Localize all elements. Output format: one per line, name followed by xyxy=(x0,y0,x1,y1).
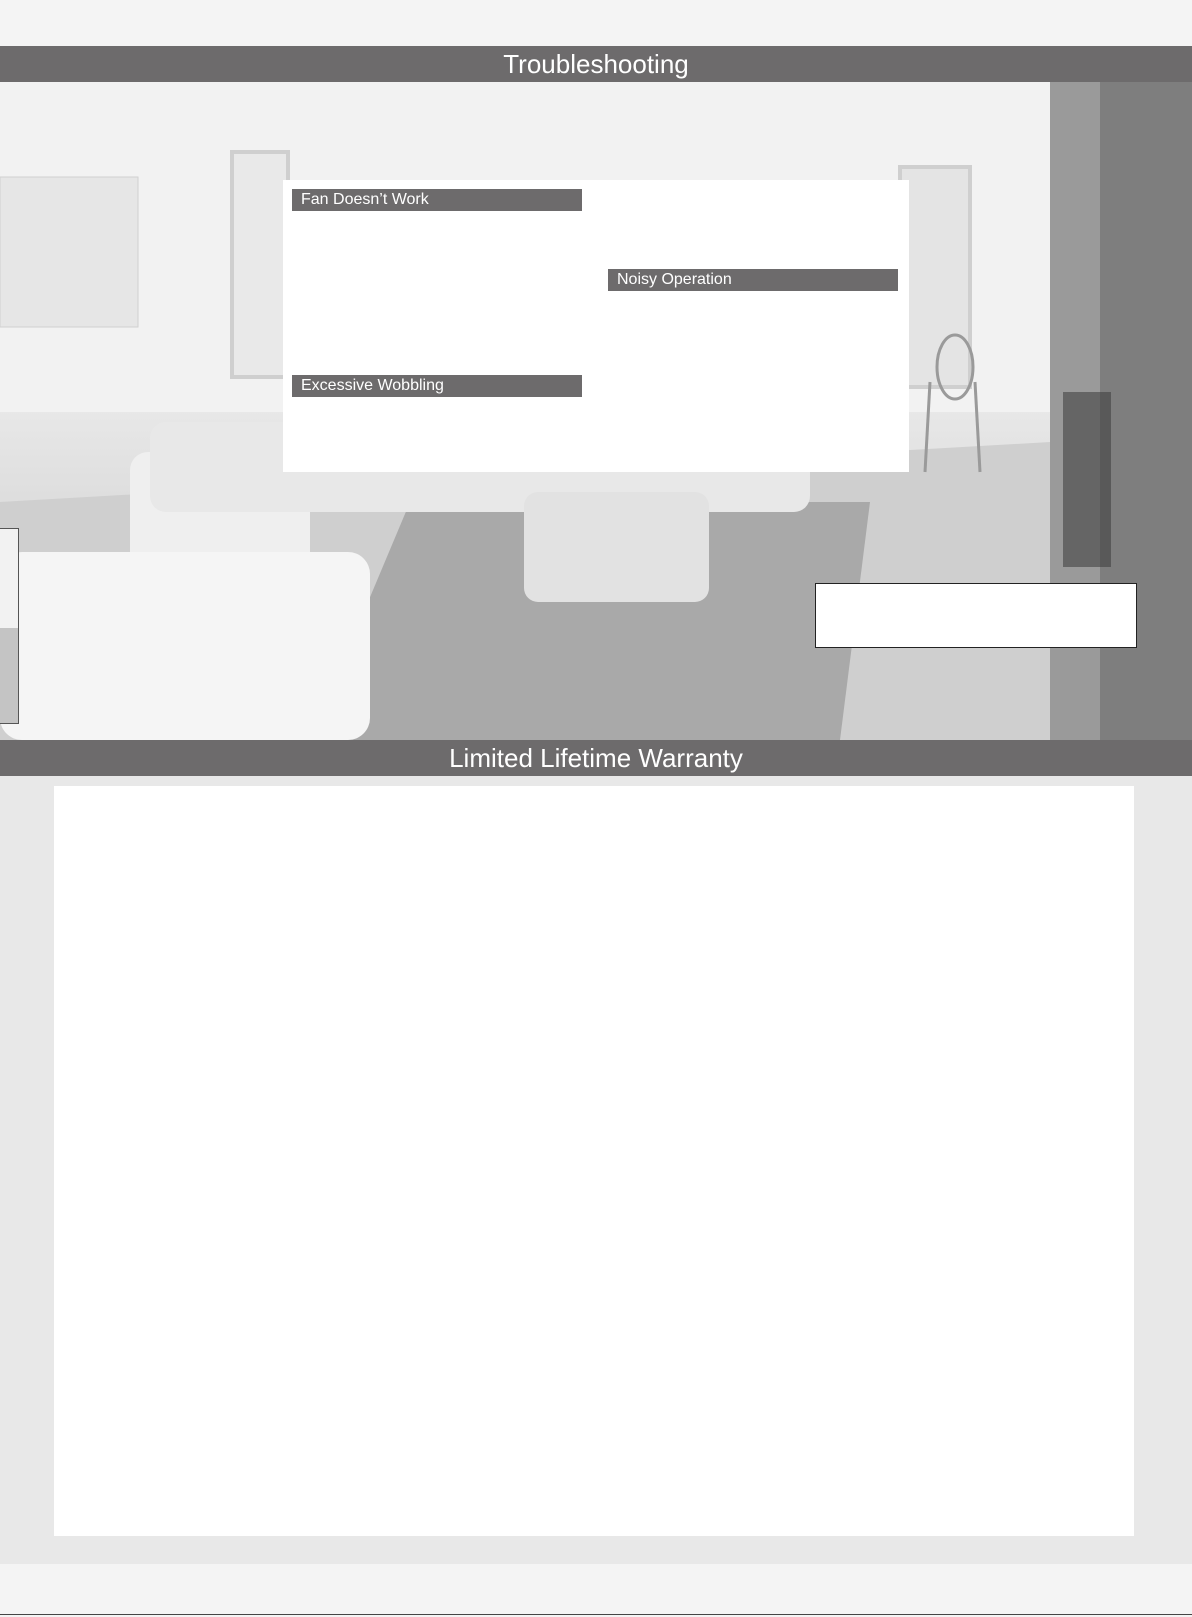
troubleshooting-header: Troubleshooting xyxy=(0,46,1192,82)
fan-doesnt-work-heading: Fan Doesn’t Work xyxy=(292,189,582,211)
warranty-card xyxy=(54,786,1134,1536)
warranty-section xyxy=(0,776,1192,1564)
excessive-wobbling-heading: Excessive Wobbling xyxy=(292,375,582,397)
warranty-header: Limited Lifetime Warranty xyxy=(0,740,1192,776)
callout-box xyxy=(815,583,1137,648)
troubleshooting-card xyxy=(283,180,909,472)
noisy-operation-heading: Noisy Operation xyxy=(608,269,898,291)
left-edge-panel-top xyxy=(0,528,19,628)
footer-rule xyxy=(0,1614,1192,1615)
